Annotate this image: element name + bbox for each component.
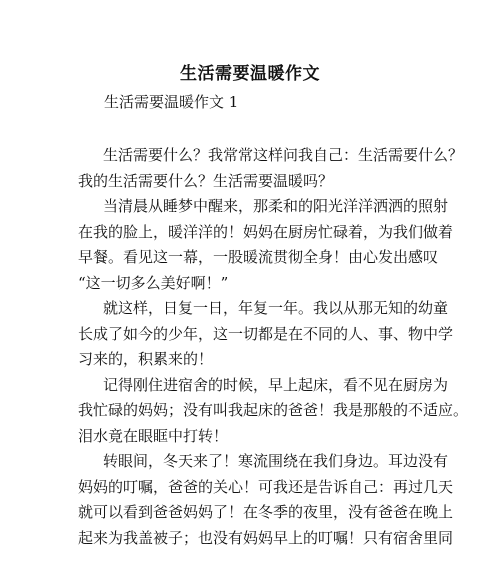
body-line: 早餐。看见这一幕，一股暖流贯彻全身！由心发出感叹	[78, 248, 439, 266]
body-line: 起来为我盖被子；也没有妈妈早上的叮嘱！只有宿舍里同	[78, 528, 454, 547]
document-body	[78, 143, 469, 551]
body-line: 妈妈的叮嘱，爸爸的关心！可我还是告诉自己：再过几天	[78, 477, 454, 496]
body-line: 习来的，积累来的！	[78, 350, 214, 368]
body-line: 转眼间，冬天来了！寒流围绕在我们身边。耳边没有	[103, 452, 449, 470]
document-title: 生活需要温暖作文	[180, 64, 320, 84]
body-line: 当清晨从睡梦中醒来，那柔和的阳光洋洋洒洒的照射	[103, 197, 449, 215]
body-line: 长成了如今的少年，这一切都是在不同的人、事、物中学	[78, 324, 454, 343]
document-subtitle: 生活需要温暖作文 1	[104, 93, 239, 111]
body-line: 就可以看到爸爸妈妈了！在冬季的夜里，没有爸爸在晚上	[78, 503, 454, 521]
body-line: 我忙碌的妈妈；没有叫我起床的爸爸！我是那般的不适应。	[78, 401, 469, 419]
body-line: 记得刚住进宿舍的时候，早上起床，看不见在厨房为	[103, 375, 449, 394]
body-line: 就这样，日复一日，年复一年。我以从那无知的幼童	[103, 299, 449, 317]
body-line: “这一切多么美好啊！”	[78, 273, 229, 292]
body-line: 我的生活需要什么？生活需要温暖吗？	[78, 171, 334, 190]
body-line: 生活需要什么？我常常这样问我自己：生活需要什么？	[103, 146, 464, 164]
body-line: 泪水竟在眼眶中打转！	[78, 426, 229, 445]
body-line: 在我的脸上，暖洋洋的！妈妈在厨房忙碌着，为我们做着	[78, 222, 454, 241]
